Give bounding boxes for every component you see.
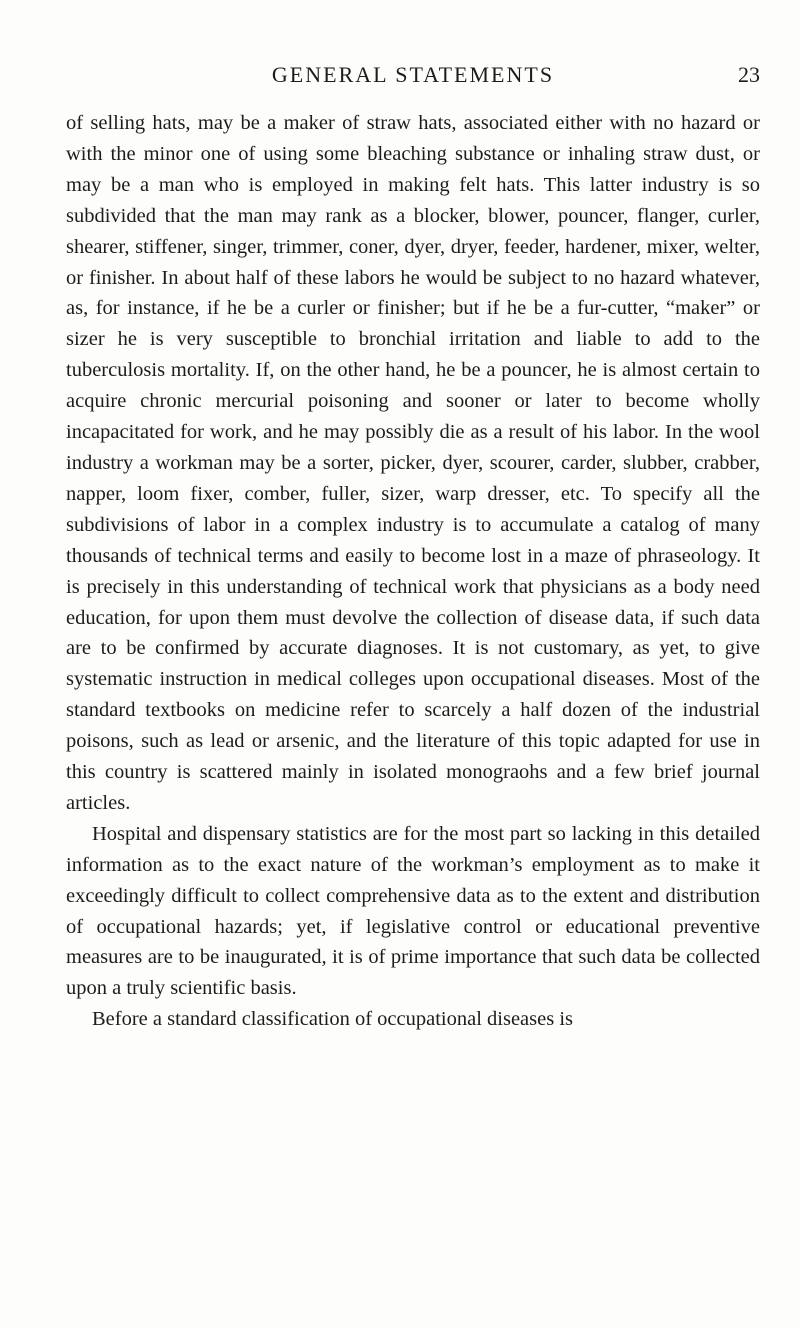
running-head: [66, 62, 760, 92]
paragraph-hospital-statistics: Hospital and dispensary statistics are for the most part so lacking in this detailed information as to the exact nature of the workman’s employment as to make it exceedingly difficult to collect comprehensive data as to the extent and distribution of occupational hazards; yet, if legislative control or educational preventive measures are to be inaugurated, it is of prime importance that such data be collected upon a truly scientific basis.: [66, 822, 760, 1000]
paragraph-classification-start: Before a standard classification of occupational diseases is: [92, 1008, 574, 1031]
page-number: 23: [738, 62, 760, 87]
paragraph-continued: of selling hats, may be a maker of straw hats, associated either with no hazard or with the minor one of using some bleaching substance or inhaling straw dust, or may be a man who is employed in making felt hats. This latter industry is so subdivided that the man may rank as a blocker, blower, pouncer, flanger, curler, shearer, stiffener, singer, trimmer, coner, dyer, dryer, feeder, hardener, mixer, welter, or finisher. In about half of these labors he would be subject to no hazard whatever, as, for instance, if he be a curler or finisher; but if he be a fur-cutter, “maker” or sizer he is very susceptible to bronchial irritation and liable to add to the tuberculosis mortality. If, on the other hand, he be a pouncer, he is almost certain to acquire chronic mercurial poisoning and sooner or later to become wholly incapacitated for work, and he may possibly die as a result of his labor. In the wool industry a workman may be a sorter, picker, dyer, scourer, carder, slubber, crabber, napper, loom fixer, comber, fuller, sizer, warp dresser, etc. To specify all the subdivisions of labor in a complex industry is to accumulate a catalog of many thousands of technical terms and easily to become lost in a maze of phraseology. It is precisely in this understanding of technical work that physicians as a body need education, for upon them must devolve the collection of disease data, if such data are to be confirmed by accurate diagnoses. It is not customary, as yet, to give systematic instruction in medical colleges upon occupational diseases. Most of the standard textbooks on medicine refer to scarcely a half dozen of the industrial poisons, such as lead or arsenic, and the literature of this topic adapted for use in this country is scattered mainly in isolated monograohs and a few brief journal articles.: [66, 112, 760, 814]
body-text: [66, 108, 760, 1035]
running-title: GENERAL STATEMENTS: [271, 62, 555, 87]
